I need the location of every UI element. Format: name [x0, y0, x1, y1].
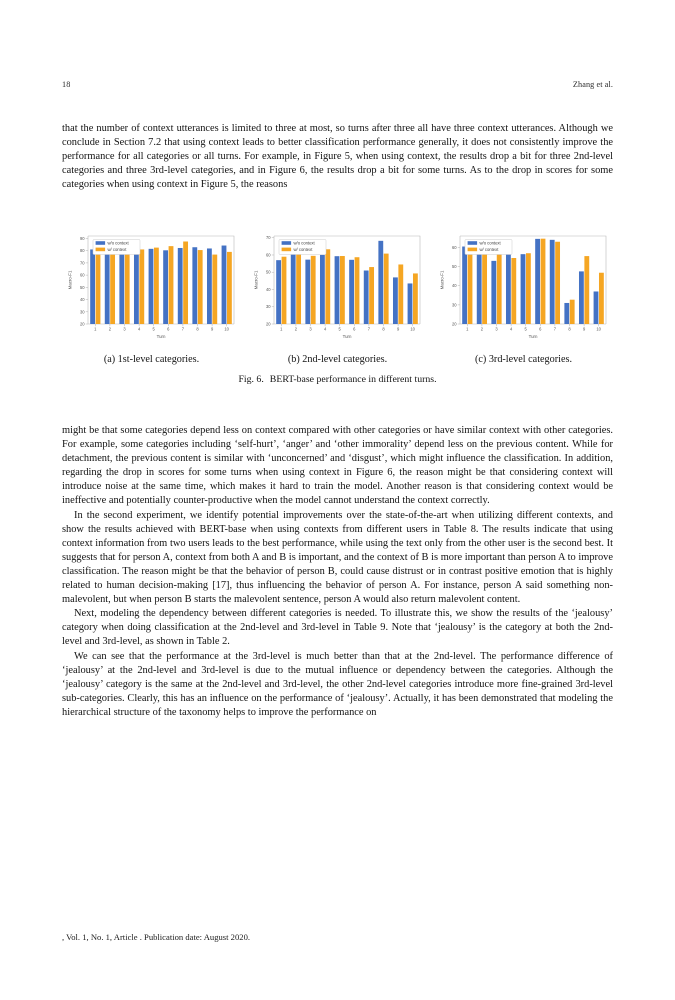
- figure-caption-label: Fig. 6.: [238, 374, 264, 385]
- svg-text:w/o context: w/o context: [107, 240, 129, 246]
- svg-text:5: 5: [338, 326, 341, 332]
- paragraph-top: that the number of context utterances is limited to three at most, so turns after three all have three context utterances. Although we conclude in Section 7.2 that using context leads to better classification performance generally, it does not consistently improve the performance for all categories or all turns. For example, in Figure 5, when using context, the results drop a bit for three 2nd-level categories and three 3rd-level categories, and in Figure 6, the results drop a bit for some turns. As to the drop in scores for some categories when using context in Figure 5, the reasons: [62, 123, 613, 191]
- subcaption-c: (c) 3rd-level categories.: [474, 354, 572, 365]
- figure-subcaptions: [62, 354, 613, 365]
- svg-text:10: 10: [410, 326, 415, 332]
- svg-text:50: 50: [266, 269, 271, 275]
- page-footer: , Vol. 1, No. 1, Article . Publication date: August 2020.: [62, 932, 251, 942]
- svg-text:w/o context: w/o context: [293, 240, 315, 246]
- subcaption-a: (a) 1st-level categories.: [103, 354, 200, 365]
- paragraph-4: We can see that the performance at the 3rd-level is much better than that at the 2nd-level. The performance difference of ‘jealousy’ at the 2nd-level and 3rd-level is due to the mutual influence or dependency between the categories. Although the ‘jealousy’ category is the same at the 2nd-level and 3rd-level, the other 2nd-level categories introduce more fine-grained 3rd-level sub-categories. Clearly, this has an influence on the performance of ‘jealousy’. Actually, it has been demonstrated that modeling the hierarchical structure of the taxonomy helps to improve the performance on: [62, 650, 613, 718]
- svg-text:4: 4: [323, 326, 327, 332]
- svg-text:60: 60: [452, 244, 457, 250]
- svg-text:w/ context: w/ context: [107, 247, 127, 252]
- svg-text:6: 6: [167, 326, 170, 332]
- svg-text:40: 40: [80, 297, 85, 303]
- svg-text:w/o context: w/o context: [479, 240, 501, 246]
- svg-text:70: 70: [266, 235, 271, 241]
- svg-text:w/ context: w/ context: [293, 247, 313, 252]
- svg-text:50: 50: [80, 284, 85, 290]
- page-number: 18: [62, 80, 71, 89]
- svg-text:Macro-F1: Macro-F1: [253, 270, 259, 290]
- svg-text:9: 9: [396, 326, 400, 332]
- svg-text:50: 50: [452, 264, 457, 270]
- svg-text:1: 1: [280, 326, 283, 332]
- svg-text:2: 2: [480, 326, 484, 332]
- svg-text:4: 4: [509, 326, 513, 332]
- figure-caption: [62, 374, 613, 385]
- svg-text:20: 20: [266, 321, 271, 327]
- svg-text:3: 3: [309, 326, 312, 332]
- svg-text:w/ context: w/ context: [479, 247, 499, 252]
- svg-text:40: 40: [452, 283, 457, 289]
- svg-text:20: 20: [80, 321, 85, 327]
- subcaption-b: (b) 2nd-level categories.: [287, 354, 388, 365]
- paragraph-top-block: [62, 122, 613, 192]
- svg-text:2: 2: [108, 326, 112, 332]
- svg-text:Turn: Turn: [342, 334, 352, 339]
- svg-text:Turn: Turn: [156, 334, 166, 339]
- paragraph-2: In the second experiment, we identify potential improvements over the state-of-the-art when utilizing different contexts, and show the results achieved with BERT-base when using contexts from different users in Table 8. The results indicate that using context information from two users leads to the best performance, while using the text only from the other user is the second best. It suggests that for person A, context from both A and B is important, and the context of B is more important than person A to improve classification. The reason might be that the behavior of person B, could cause distrust or in contrast positive emotion that is highly related to human decision-making [17], thus influencing the behavior of person A. For instance, person A said something non-malevolent, but when person B starts the malevolent sentence, person A would also return malevolent content.: [62, 509, 613, 606]
- svg-text:Macro-F1: Macro-F1: [67, 270, 73, 290]
- svg-text:6: 6: [353, 326, 356, 332]
- svg-text:8: 8: [382, 326, 385, 332]
- svg-text:1: 1: [94, 326, 97, 332]
- body-lower-block: [62, 424, 613, 720]
- charts-row: [62, 228, 613, 346]
- svg-text:20: 20: [452, 321, 457, 327]
- paragraph-1: might be that some categories depend less on context compared with other categories or have similar context with other categories. For example, some categories including ‘self-hurt’, ‘anger’ and ‘other immorality’ depend less on the previous content. While for detachment, the previous content is similar with ‘unconcerned’ and ‘disgust’, which might influence the classification. In addition, regarding the drop in scores for some turns when using context in Figure 6, the reason might be that considering context will introduce noise at the same time, which makes it hard to train the model. Another reason is that considering context would be ineffective and potentially counter-productive when the model cannot understand the context correctly.: [62, 425, 613, 507]
- svg-text:Turn: Turn: [528, 334, 538, 339]
- chart-a-cell: [62, 228, 241, 346]
- running-head-authors: Zhang et al.: [572, 80, 613, 89]
- svg-text:5: 5: [152, 326, 155, 332]
- svg-text:8: 8: [196, 326, 199, 332]
- svg-text:3: 3: [495, 326, 498, 332]
- svg-text:10: 10: [596, 326, 601, 332]
- svg-text:30: 30: [80, 309, 85, 315]
- svg-text:2: 2: [294, 326, 298, 332]
- svg-text:3: 3: [123, 326, 126, 332]
- bar-chart-1st-level: [62, 228, 241, 346]
- svg-text:7: 7: [553, 326, 557, 332]
- svg-text:8: 8: [568, 326, 571, 332]
- chart-c-cell: [434, 228, 613, 346]
- svg-text:30: 30: [452, 302, 457, 308]
- svg-text:4: 4: [137, 326, 141, 332]
- chart-b-cell: [248, 228, 427, 346]
- figure-6: [62, 228, 613, 385]
- svg-text:6: 6: [539, 326, 542, 332]
- svg-text:80: 80: [80, 248, 85, 254]
- bar-chart-3rd-level: [434, 228, 613, 346]
- svg-text:90: 90: [80, 235, 85, 241]
- svg-text:70: 70: [80, 260, 85, 266]
- svg-text:60: 60: [266, 252, 271, 258]
- svg-text:9: 9: [582, 326, 586, 332]
- bar-chart-2nd-level: [248, 228, 427, 346]
- paragraph-3: Next, modeling the dependency between different categories is needed. To illustrate this, we show the results of the ‘jealousy’ category when doing classification at the 2nd-level and 3rd-level in Table 9. Note that ‘jealousy’ is the category at both the 2nd-level and 3rd-level, as shown in Table 2.: [62, 608, 613, 648]
- svg-text:60: 60: [80, 272, 85, 278]
- svg-text:9: 9: [210, 326, 214, 332]
- figure-caption-text: BERT-base performance in different turns.: [269, 374, 437, 385]
- svg-text:7: 7: [367, 326, 371, 332]
- running-head: [62, 80, 613, 89]
- svg-text:7: 7: [181, 326, 185, 332]
- svg-text:5: 5: [524, 326, 527, 332]
- svg-text:30: 30: [266, 304, 271, 310]
- svg-text:10: 10: [224, 326, 229, 332]
- svg-text:1: 1: [466, 326, 469, 332]
- svg-text:Macro-F1: Macro-F1: [439, 270, 445, 290]
- svg-text:40: 40: [266, 286, 271, 292]
